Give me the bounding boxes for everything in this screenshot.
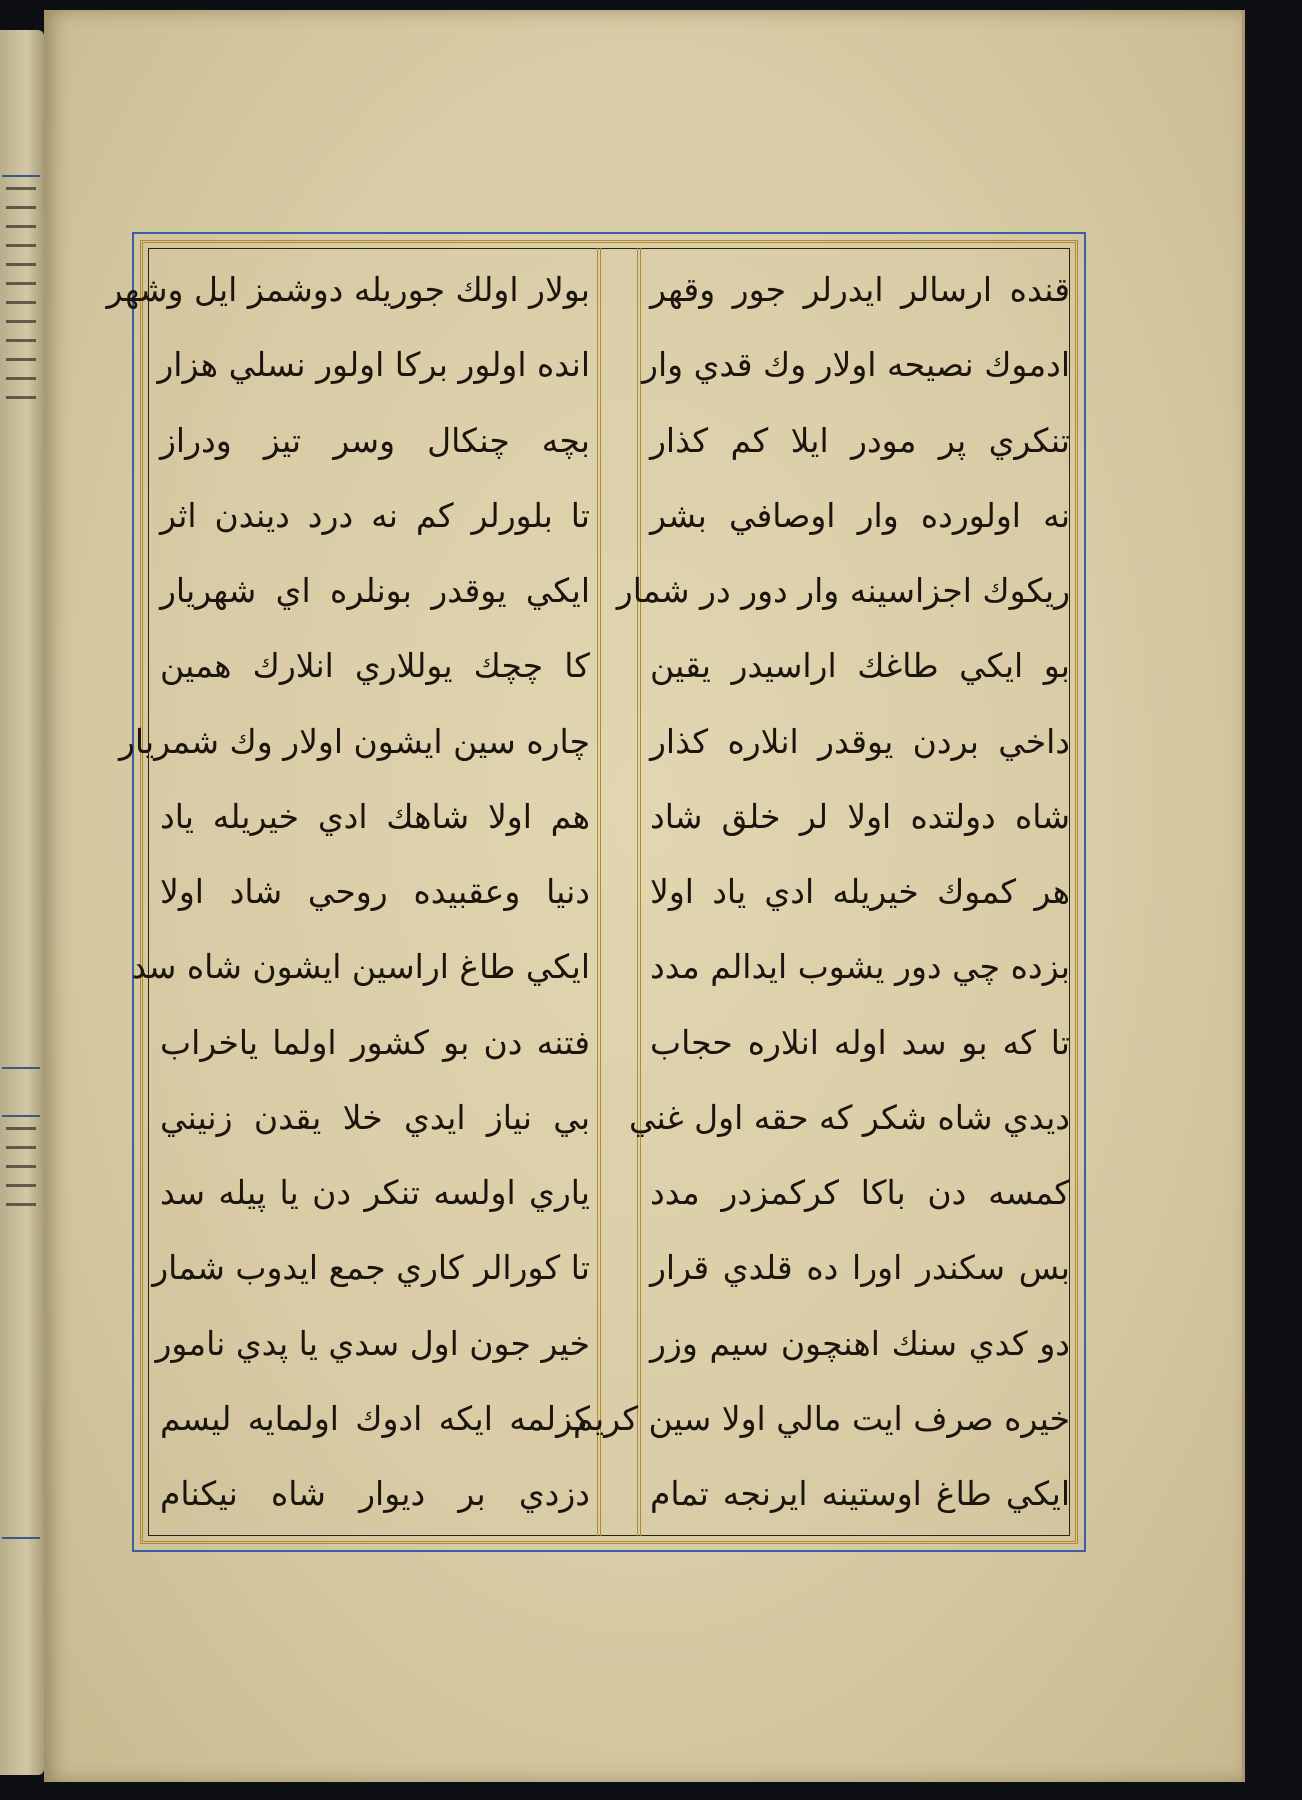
verse-line: بي نياز ايدي خلا يقدن زنيني xyxy=(160,1097,590,1137)
verse-line: دو كدي سنك اهنچون سيم وزر xyxy=(650,1323,1070,1363)
verse-line: تا بلورلر كم نه درد ديندن اثر xyxy=(160,495,590,535)
column-divider xyxy=(597,248,641,1536)
verse-line: ايكي طاغ اوستينه ايرنجه تمام xyxy=(650,1474,1070,1513)
facing-page-edge xyxy=(0,30,44,1775)
verse-line: انده اولور بركا اولور نسلي هزار xyxy=(157,345,590,385)
verse-line: ريكوك اجزاسينه وار دور در شمار xyxy=(616,571,1070,610)
verse-line: بو ايكي طاغك اراسيدر يقين xyxy=(650,646,1070,686)
right-column xyxy=(573,262,1070,1522)
verse-line: خيره صرف ايت مالي اولا سين كريم xyxy=(573,1398,1070,1438)
verse-line: تا كه بو سد اوله انلاره حجاب xyxy=(650,1022,1070,1062)
verse-line: كمسه دن باكا كركمزدر مدد xyxy=(650,1173,1070,1212)
verse-line: بس سكندر اورا ده قلدي قرار xyxy=(650,1248,1070,1288)
verse-line: خير جون اول سدي يا پدي نامور xyxy=(155,1323,590,1363)
facing-page-text-block xyxy=(2,175,40,1069)
verse-line: فتنه دن بو كشور اولما ياخراب xyxy=(160,1022,590,1062)
verse-line: بولار اولك جوريله دوشمز ايل وشهر xyxy=(106,270,590,309)
verse-line: كا چچك يوللاري انلارك همين xyxy=(160,646,590,686)
verse-line: بچه چنكال وسر تيز ودراز xyxy=(160,420,590,460)
text-frame xyxy=(106,232,1086,1552)
verse-line: تا كورالر كاري جمع ايدوب شمار xyxy=(152,1248,590,1288)
verse-line: ديدي شاه شكر كه حقه اول غني xyxy=(628,1097,1070,1137)
verse-line: هم اولا شاهك ادي خيريله ياد xyxy=(160,796,590,836)
verse-line: كزلمه ايكه ادوك اولمايه ليسم xyxy=(160,1398,590,1438)
facing-page-text-block-lower xyxy=(2,1115,40,1539)
verse-line: تنكري پر مودر ايلا كم كذار xyxy=(650,420,1070,460)
verse-line: هر كموك خيريله ادي ياد اولا xyxy=(650,872,1070,911)
verse-line: چاره سين ايشون اولار وك شمريار xyxy=(118,721,590,761)
verse-line: ياري اولسه تنكر دن يا پيله سد xyxy=(160,1173,590,1212)
verse-line: ايكي يوقدر بونلره اي شهريار xyxy=(160,571,590,610)
verse-line: قنده ارسالر ايدرلر جور وقهر xyxy=(650,270,1070,309)
verse-line: داخي بردن يوقدر انلاره كذار xyxy=(650,721,1070,761)
manuscript-page xyxy=(44,10,1245,1782)
left-column xyxy=(106,262,590,1522)
verse-line: بزده چي دور يشوب ايدالم مدد xyxy=(650,947,1070,987)
verse-line: دزدي بر ديوار شاه نيكنام xyxy=(160,1474,590,1513)
verse-line: نه اولورده وار اوصافي بشر xyxy=(650,495,1070,535)
verse-line: شاه دولتده اولا لر خلق شاد xyxy=(650,796,1070,836)
verse-line: ادموك نصيحه اولار وك قدي وار xyxy=(642,345,1070,385)
verse-line: دنيا وعقبيده روحي شاد اولا xyxy=(160,872,590,911)
verse-line: ايكي طاغ اراسين ايشون شاه سد xyxy=(131,947,590,987)
